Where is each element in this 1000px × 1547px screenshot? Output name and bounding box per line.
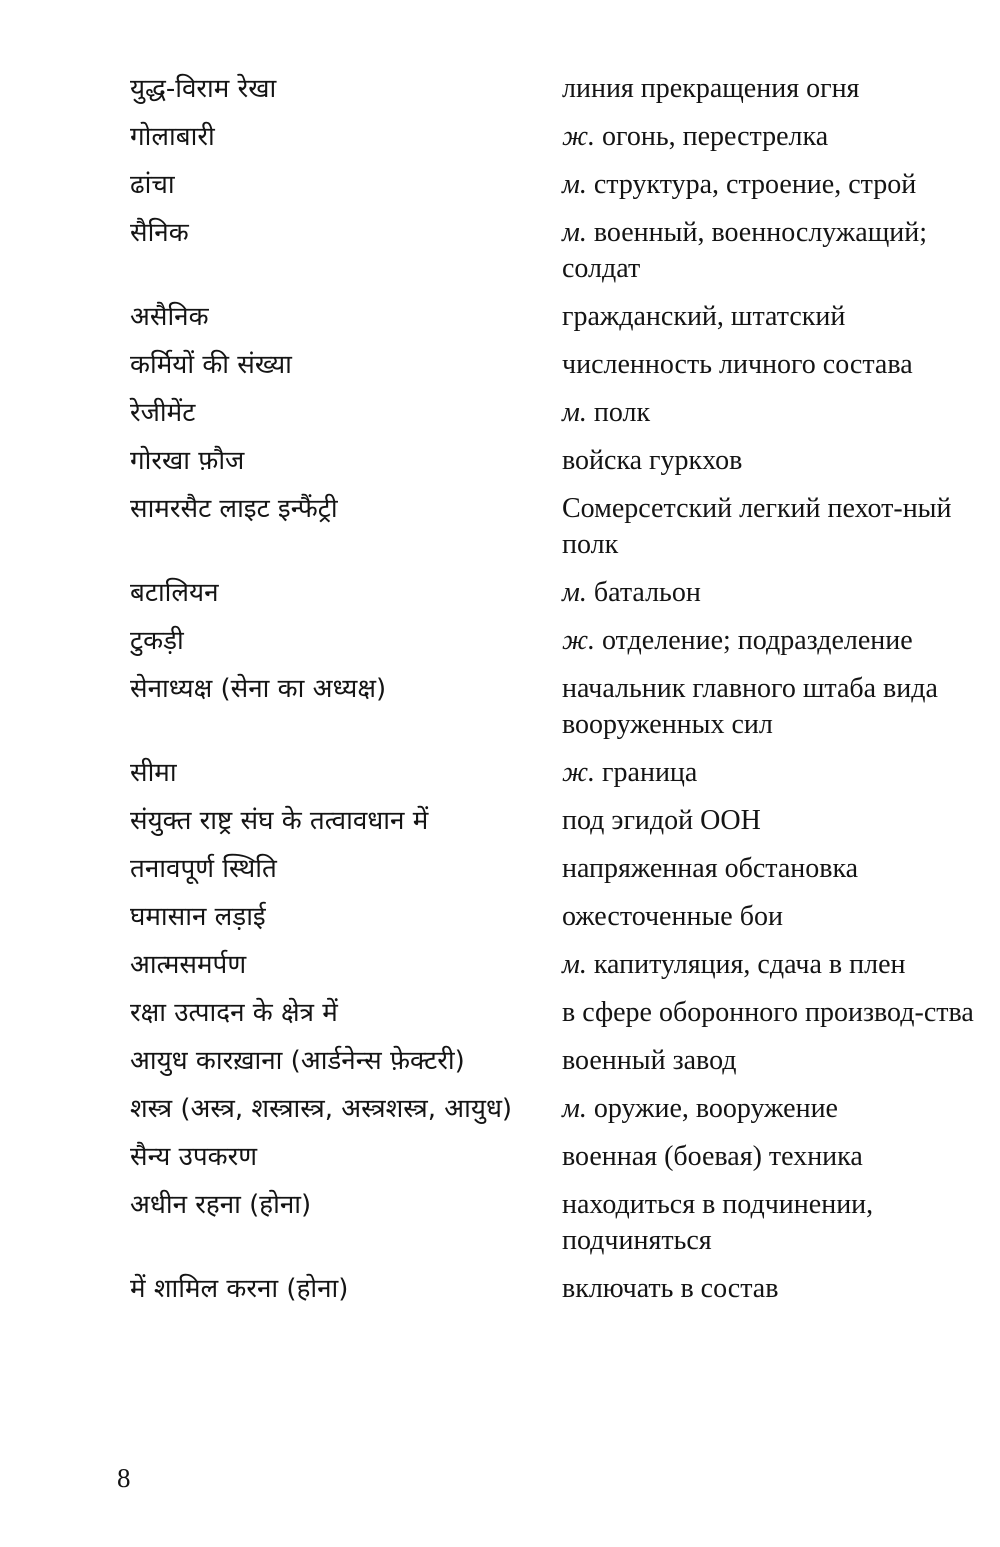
glossary-entry — [130, 71, 990, 107]
translation-text: полк — [593, 397, 651, 428]
translation-text: Сомерсетский легкий пехот-ный полк — [562, 493, 952, 560]
translation-text: начальник главного штаба вида вооруженных сил — [562, 673, 938, 740]
russian-translation — [562, 671, 990, 743]
glossary-entry — [130, 347, 990, 383]
hindi-term: युद्ध-विराम रेखा — [130, 74, 277, 104]
russian-translation — [562, 395, 990, 431]
glossary-entry — [130, 167, 990, 203]
translation-text: включать в состав — [562, 1273, 779, 1304]
page-number: 8 — [117, 1463, 131, 1493]
russian-translation — [562, 215, 990, 287]
translation-text: напряженная обстановка — [562, 853, 859, 884]
translation-text: военный завод — [562, 1045, 737, 1076]
russian-translation — [562, 803, 990, 839]
glossary-entry — [130, 1271, 990, 1307]
grammar-marker: м. — [562, 949, 587, 980]
grammar-marker: м. — [562, 169, 587, 200]
translation-text: войска гуркхов — [562, 445, 743, 476]
hindi-term: सीमा — [130, 758, 177, 788]
hindi-term: कर्मियों की संख्या — [130, 350, 292, 380]
hindi-term: तनावपूर्ण स्थिति — [130, 854, 277, 884]
hindi-term: सैन्य उपकरण — [130, 1142, 258, 1172]
hindi-term: असैनिक — [130, 302, 209, 332]
translation-text: капитуляция, сдача в плен — [593, 949, 906, 980]
hindi-term: घमासान लड़ाई — [130, 902, 266, 932]
translation-text: структура, строение, строй — [593, 169, 917, 200]
russian-translation — [562, 119, 990, 155]
hindi-term: शस्त्र (अस्त्र, शस्त्रास्त्र, अस्त्रशस्त्र, आयुध) — [130, 1094, 513, 1124]
russian-translation — [562, 851, 990, 887]
glossary-entry — [130, 899, 990, 935]
grammar-marker: ж. — [562, 625, 596, 656]
glossary-entry — [130, 995, 990, 1031]
russian-translation — [562, 1187, 990, 1259]
russian-translation — [562, 1091, 990, 1127]
glossary-entry — [130, 215, 990, 287]
russian-translation — [562, 1043, 990, 1079]
hindi-term: गोरखा फ़ौज — [130, 446, 245, 476]
russian-translation — [562, 491, 990, 563]
glossary-entry — [130, 851, 990, 887]
grammar-marker: м. — [562, 1093, 587, 1124]
glossary-entry — [130, 947, 990, 983]
russian-translation — [562, 755, 990, 791]
russian-translation — [562, 167, 990, 203]
hindi-term: सेनाध्यक्ष (सेना का अध्यक्ष) — [130, 674, 387, 704]
translation-text: военная (боевая) техника — [562, 1141, 863, 1172]
russian-translation — [562, 347, 990, 383]
russian-translation — [562, 299, 990, 335]
russian-translation — [562, 947, 990, 983]
glossary-entry — [130, 755, 990, 791]
translation-text: отделение; подразделение — [602, 625, 913, 656]
russian-translation — [562, 575, 990, 611]
translation-text: в сфере оборонного производ-ства — [562, 997, 974, 1028]
translation-text: ожесточенные бои — [562, 901, 783, 932]
glossary-list — [130, 71, 990, 1319]
glossary-entry — [130, 119, 990, 155]
translation-text: находиться в подчинении, подчиняться — [562, 1189, 874, 1256]
russian-translation — [562, 1271, 990, 1307]
translation-text: оружие, вооружение — [593, 1093, 838, 1124]
translation-text: военный, военнослужащий; солдат — [562, 217, 928, 284]
glossary-entry — [130, 1187, 990, 1259]
glossary-entry — [130, 443, 990, 479]
glossary-entry — [130, 623, 990, 659]
translation-text: гражданский, штатский — [562, 301, 846, 332]
glossary-entry — [130, 395, 990, 431]
hindi-term: टुकड़ी — [130, 626, 184, 656]
glossary-entry — [130, 1139, 990, 1175]
hindi-term: रक्षा उत्पादन के क्षेत्र में — [130, 998, 338, 1028]
hindi-term: ढांचा — [130, 170, 175, 200]
glossary-entry — [130, 299, 990, 335]
russian-translation — [562, 1139, 990, 1175]
translation-text: батальон — [593, 577, 701, 608]
glossary-entry — [130, 491, 990, 563]
translation-text: линия прекращения огня — [562, 73, 860, 104]
glossary-entry — [130, 803, 990, 839]
hindi-term: आत्मसमर्पण — [130, 950, 247, 980]
glossary-entry — [130, 1091, 990, 1127]
hindi-term: अधीन रहना (होना) — [130, 1190, 312, 1220]
glossary-entry — [130, 671, 990, 743]
grammar-marker: м. — [562, 577, 587, 608]
grammar-marker: м. — [562, 217, 587, 248]
russian-translation — [562, 71, 990, 107]
translation-text: граница — [602, 757, 698, 788]
hindi-term: में शामिल करना (होना) — [130, 1274, 349, 1304]
hindi-term: संयुक्त राष्ट्र संघ के तत्वावधान में — [130, 806, 429, 836]
russian-translation — [562, 623, 990, 659]
hindi-term: बटालियन — [130, 578, 219, 608]
hindi-term: गोलाबारी — [130, 122, 215, 152]
translation-text: численность личного состава — [562, 349, 913, 380]
russian-translation — [562, 443, 990, 479]
grammar-marker: ж. — [562, 121, 596, 152]
hindi-term: सामरसैट लाइट इन्फैंट्री — [130, 494, 338, 524]
russian-translation — [562, 995, 990, 1031]
translation-text: под эгидой ООН — [562, 805, 761, 836]
grammar-marker: м. — [562, 397, 587, 428]
hindi-term: सैनिक — [130, 218, 189, 248]
glossary-entry — [130, 1043, 990, 1079]
hindi-term: आयुध कारख़ाना (आर्डनेन्स फ़ेक्टरी) — [130, 1046, 465, 1076]
glossary-entry — [130, 575, 990, 611]
translation-text: огонь, перестрелка — [602, 121, 829, 152]
hindi-term: रेजीमेंट — [130, 398, 196, 428]
russian-translation — [562, 899, 990, 935]
grammar-marker: ж. — [562, 757, 596, 788]
